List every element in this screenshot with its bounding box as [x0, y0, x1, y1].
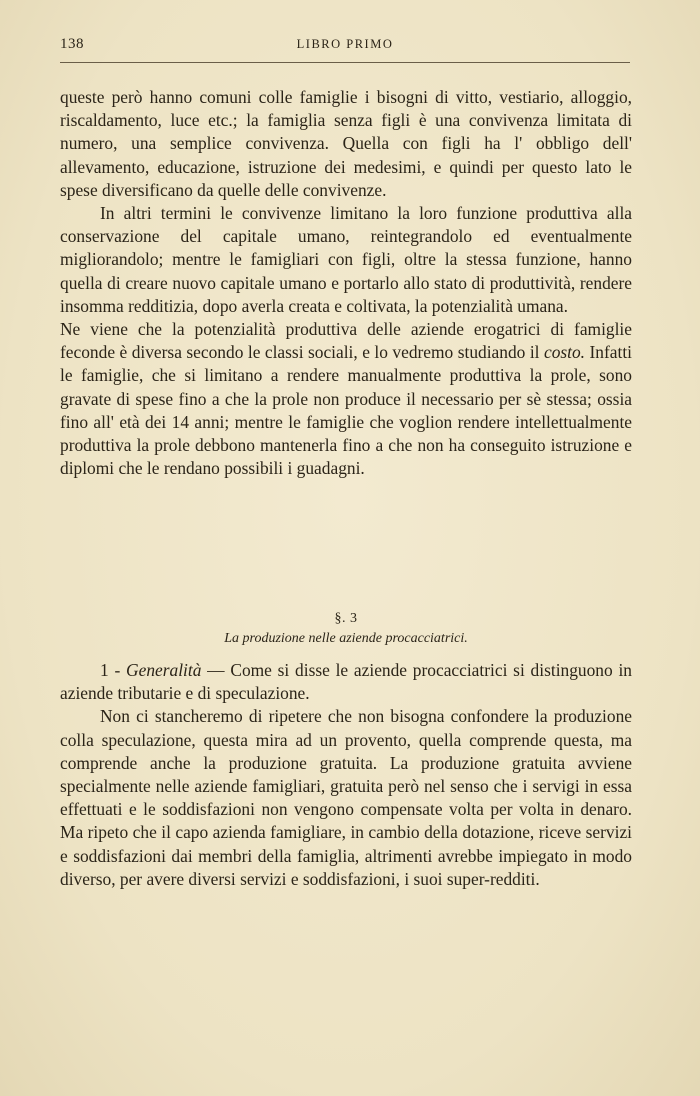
- paragraph-text: Ne viene che la potenzialità produttiva delle aziende erogatrici di famiglie feconde è diversa secondo le classi sociali, e lo vedremo studiando il: [60, 319, 632, 363]
- header-rule: [60, 62, 630, 63]
- text-block-bottom: [60, 659, 632, 891]
- paragraph: [60, 318, 632, 480]
- page-header: [60, 36, 630, 58]
- subsection-title: Generalità: [126, 660, 202, 680]
- section-title: La produzione nelle aziende procacciatrici.: [224, 631, 468, 646]
- subsection-number: 1 -: [100, 660, 127, 680]
- emphasis-costo: costo.: [543, 342, 586, 363]
- paragraph: Non ci stancheremo di ripetere che non bisogna confondere la produzione colla speculazione, questa mira ad un provento, quella comprende questa, ma comprende anche la produzione gratuita. La produzione gratuita avviene specialmente nelle aziende famigliari, gratuita però nel senso che i servigi in essa effettuati e le soddisfazioni non vengono compensate volta per volta in denaro. Ma ripeto che il capo azienda famigliare, in cambio della dotazione, riceve servizi e soddisfazioni dai membri della famiglia, altrimenti avrebbe impiegato in modo diverso, per avere diversi servizi e soddisfazioni, i suoi super-redditi.: [60, 706, 632, 889]
- paragraph-text: Infatti le famiglie, che si limitano a rendere manualmente produttiva la prole, sono gravate di spese fino a che la prole non produce il necessario per sè stessa; ossia fino all' età dei 14 anni; mentre le famiglie che voglion rendere intellettualmente produttiva la prole debbono mantenerla fino a che non ha conseguito istruzione e diplomi che le rendano possibili i guadagni.: [60, 342, 632, 479]
- text-block-top: [60, 86, 632, 480]
- page-number: 138: [60, 36, 84, 52]
- paragraph: In altri termini le convivenze limitano la loro funzione produttiva alla conservazione del capitale umano, reintegrandolo ed eventualmente migliorandolo; mentre le famigliari con figli, oltre la stessa funzione, hanno quella di creare nuovo capitale umano e portarlo allo stato di produttività, rendere insomma redditizia, dopo averla creata e coltivata, la potenzialità umana.: [60, 203, 632, 316]
- subsection-paragraph: [60, 659, 632, 705]
- paragraph-continuation: queste però hanno comuni colle famiglie i bisogni di vitto, vestiario, alloggio, riscaldamento, luce etc.; la famiglia senza figli è una convivenza limitata di numero, una semplice convivenza. Quella con figli ha l' obbligo dell' allevamento, educazione, istruzione dei medesimi, e quindi per questo lato le spese diversificano da quelle delle convivenze.: [60, 87, 632, 200]
- section-number: §. 3: [334, 611, 358, 626]
- paragraph-text: — Come si disse le aziende procacciatrici si distinguono in aziende tributarie e di speculazione.: [60, 660, 632, 704]
- running-head: LIBRO PRIMO: [296, 37, 394, 51]
- section-heading: [60, 609, 632, 649]
